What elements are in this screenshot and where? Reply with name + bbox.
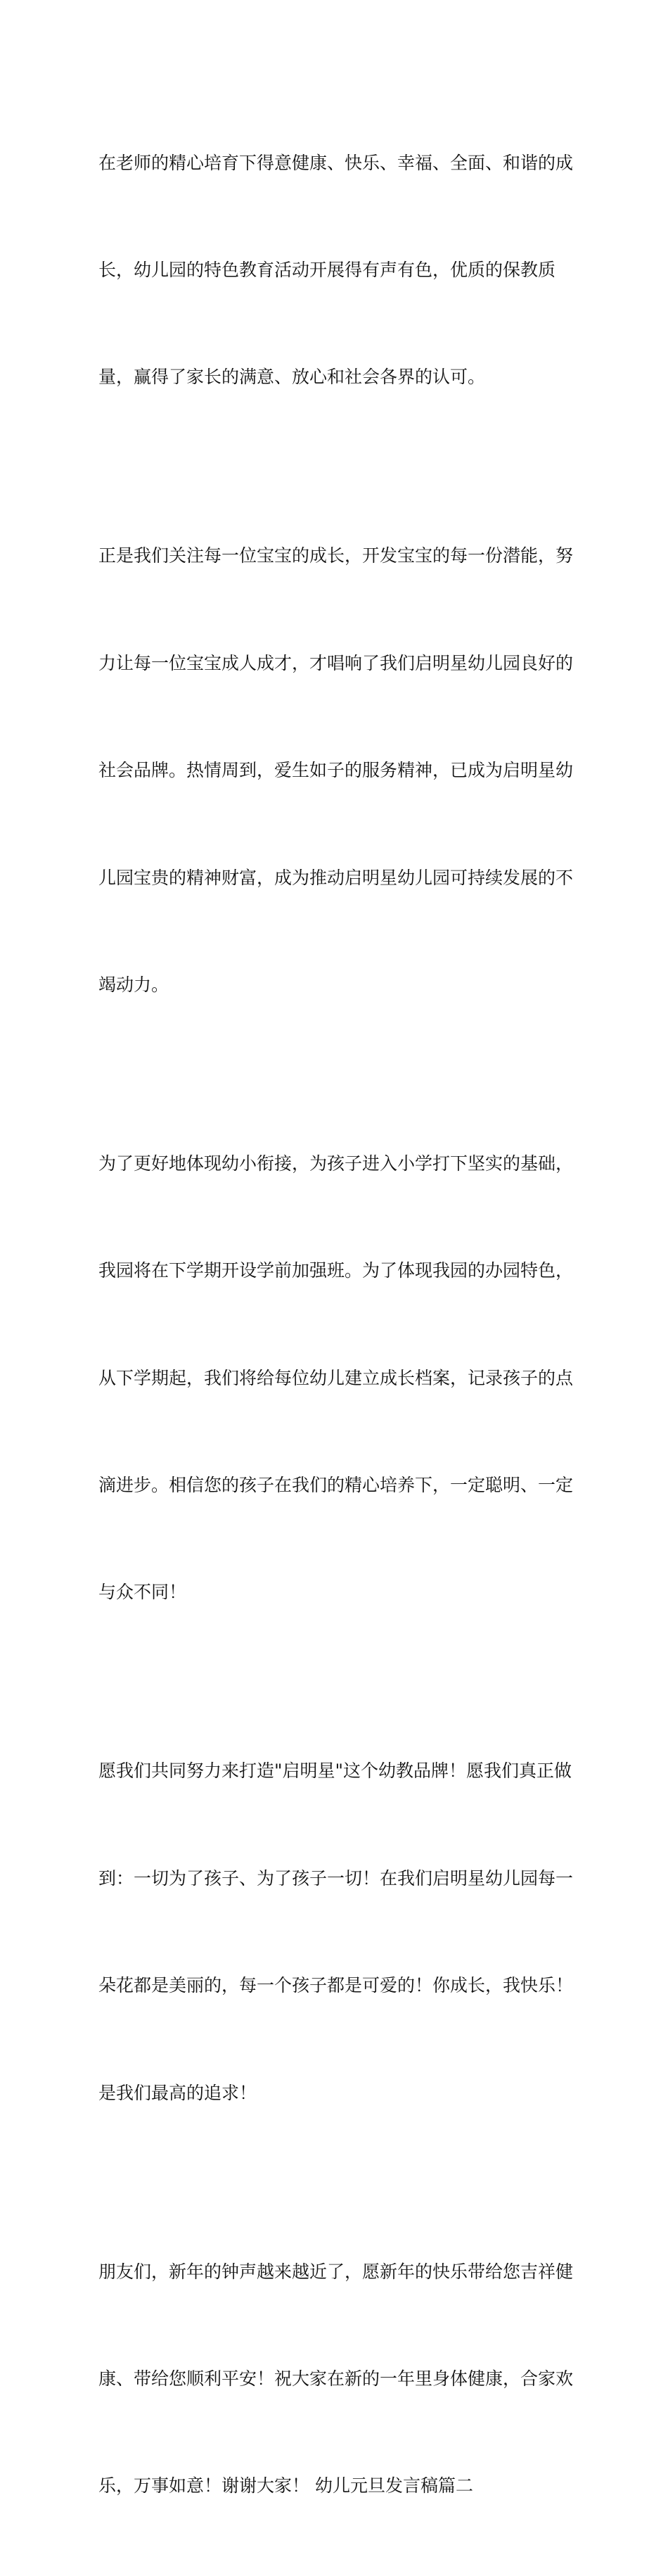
text-line: 乐，万事如意！谢谢大家！ 幼儿元旦发言稿篇二 <box>98 2475 473 2496</box>
text-line: 在老师的精心培育下得意健康、快乐、幸福、全面、和谐的成 <box>98 152 574 173</box>
text-line: 是我们最高的追求！ <box>98 2082 257 2103</box>
text-line: 量，赢得了家长的满意、放心和社会各界的认可。 <box>98 367 486 388</box>
text-line: 力让每一位宝宝成人成才，才唱响了我们启明星幼儿园良好的 <box>98 652 574 673</box>
paragraph-5 <box>98 2183 577 2576</box>
text-line: 长，幼儿园的特色教育活动开展得有声有色，优质的保教质 <box>98 259 556 280</box>
text-line: 竭动力。 <box>98 974 169 995</box>
text-line: 正是我们关注每一位宝宝的成长，开发宝宝的每一份潜能，努 <box>98 545 574 566</box>
text-line: 朵花都是美丽的，每一个孩子都是可爱的！你成长，我快乐！ <box>98 1975 574 1996</box>
paragraph-2 <box>98 467 577 1075</box>
text-line: 为了更好地体现幼小衔接，为孩子进入小学打下坚实的基础， <box>98 1153 574 1174</box>
document-body <box>98 74 577 2576</box>
text-line: 滴进步。相信您的孩子在我们的精心培养下，一定聪明、一定 <box>98 1475 574 1496</box>
text-line: 康、带给您顺利平安！祝大家在新的一年里身体健康，合家欢 <box>98 2368 574 2389</box>
text-line: 我园将在下学期开设学前加强班。为了体现我园的办园特色， <box>98 1260 574 1281</box>
text-line: 愿我们共同努力来打造"启明星"这个幼教品牌！愿我们真正做 <box>98 1760 572 1782</box>
text-line: 与众不同！ <box>98 1582 187 1603</box>
text-line: 儿园宝贵的精神财富，成为推动启明星幼儿园可持续发展的不 <box>98 867 574 888</box>
text-line: 到：一切为了孩子、为了孩子一切！在我们启明星幼儿园每一 <box>98 1867 574 1889</box>
paragraph-3 <box>98 1074 577 1682</box>
paragraph-1 <box>98 74 577 467</box>
paragraph-4 <box>98 1682 577 2183</box>
text-line: 朋友们，新年的钟声越来越近了，愿新年的快乐带给您吉祥健 <box>98 2261 574 2282</box>
text-line: 社会品牌。热情周到，爱生如子的服务精神，已成为启明星幼 <box>98 760 574 781</box>
text-line: 从下学期起，我们将给每位幼儿建立成长档案，记录孩子的点 <box>98 1367 574 1388</box>
